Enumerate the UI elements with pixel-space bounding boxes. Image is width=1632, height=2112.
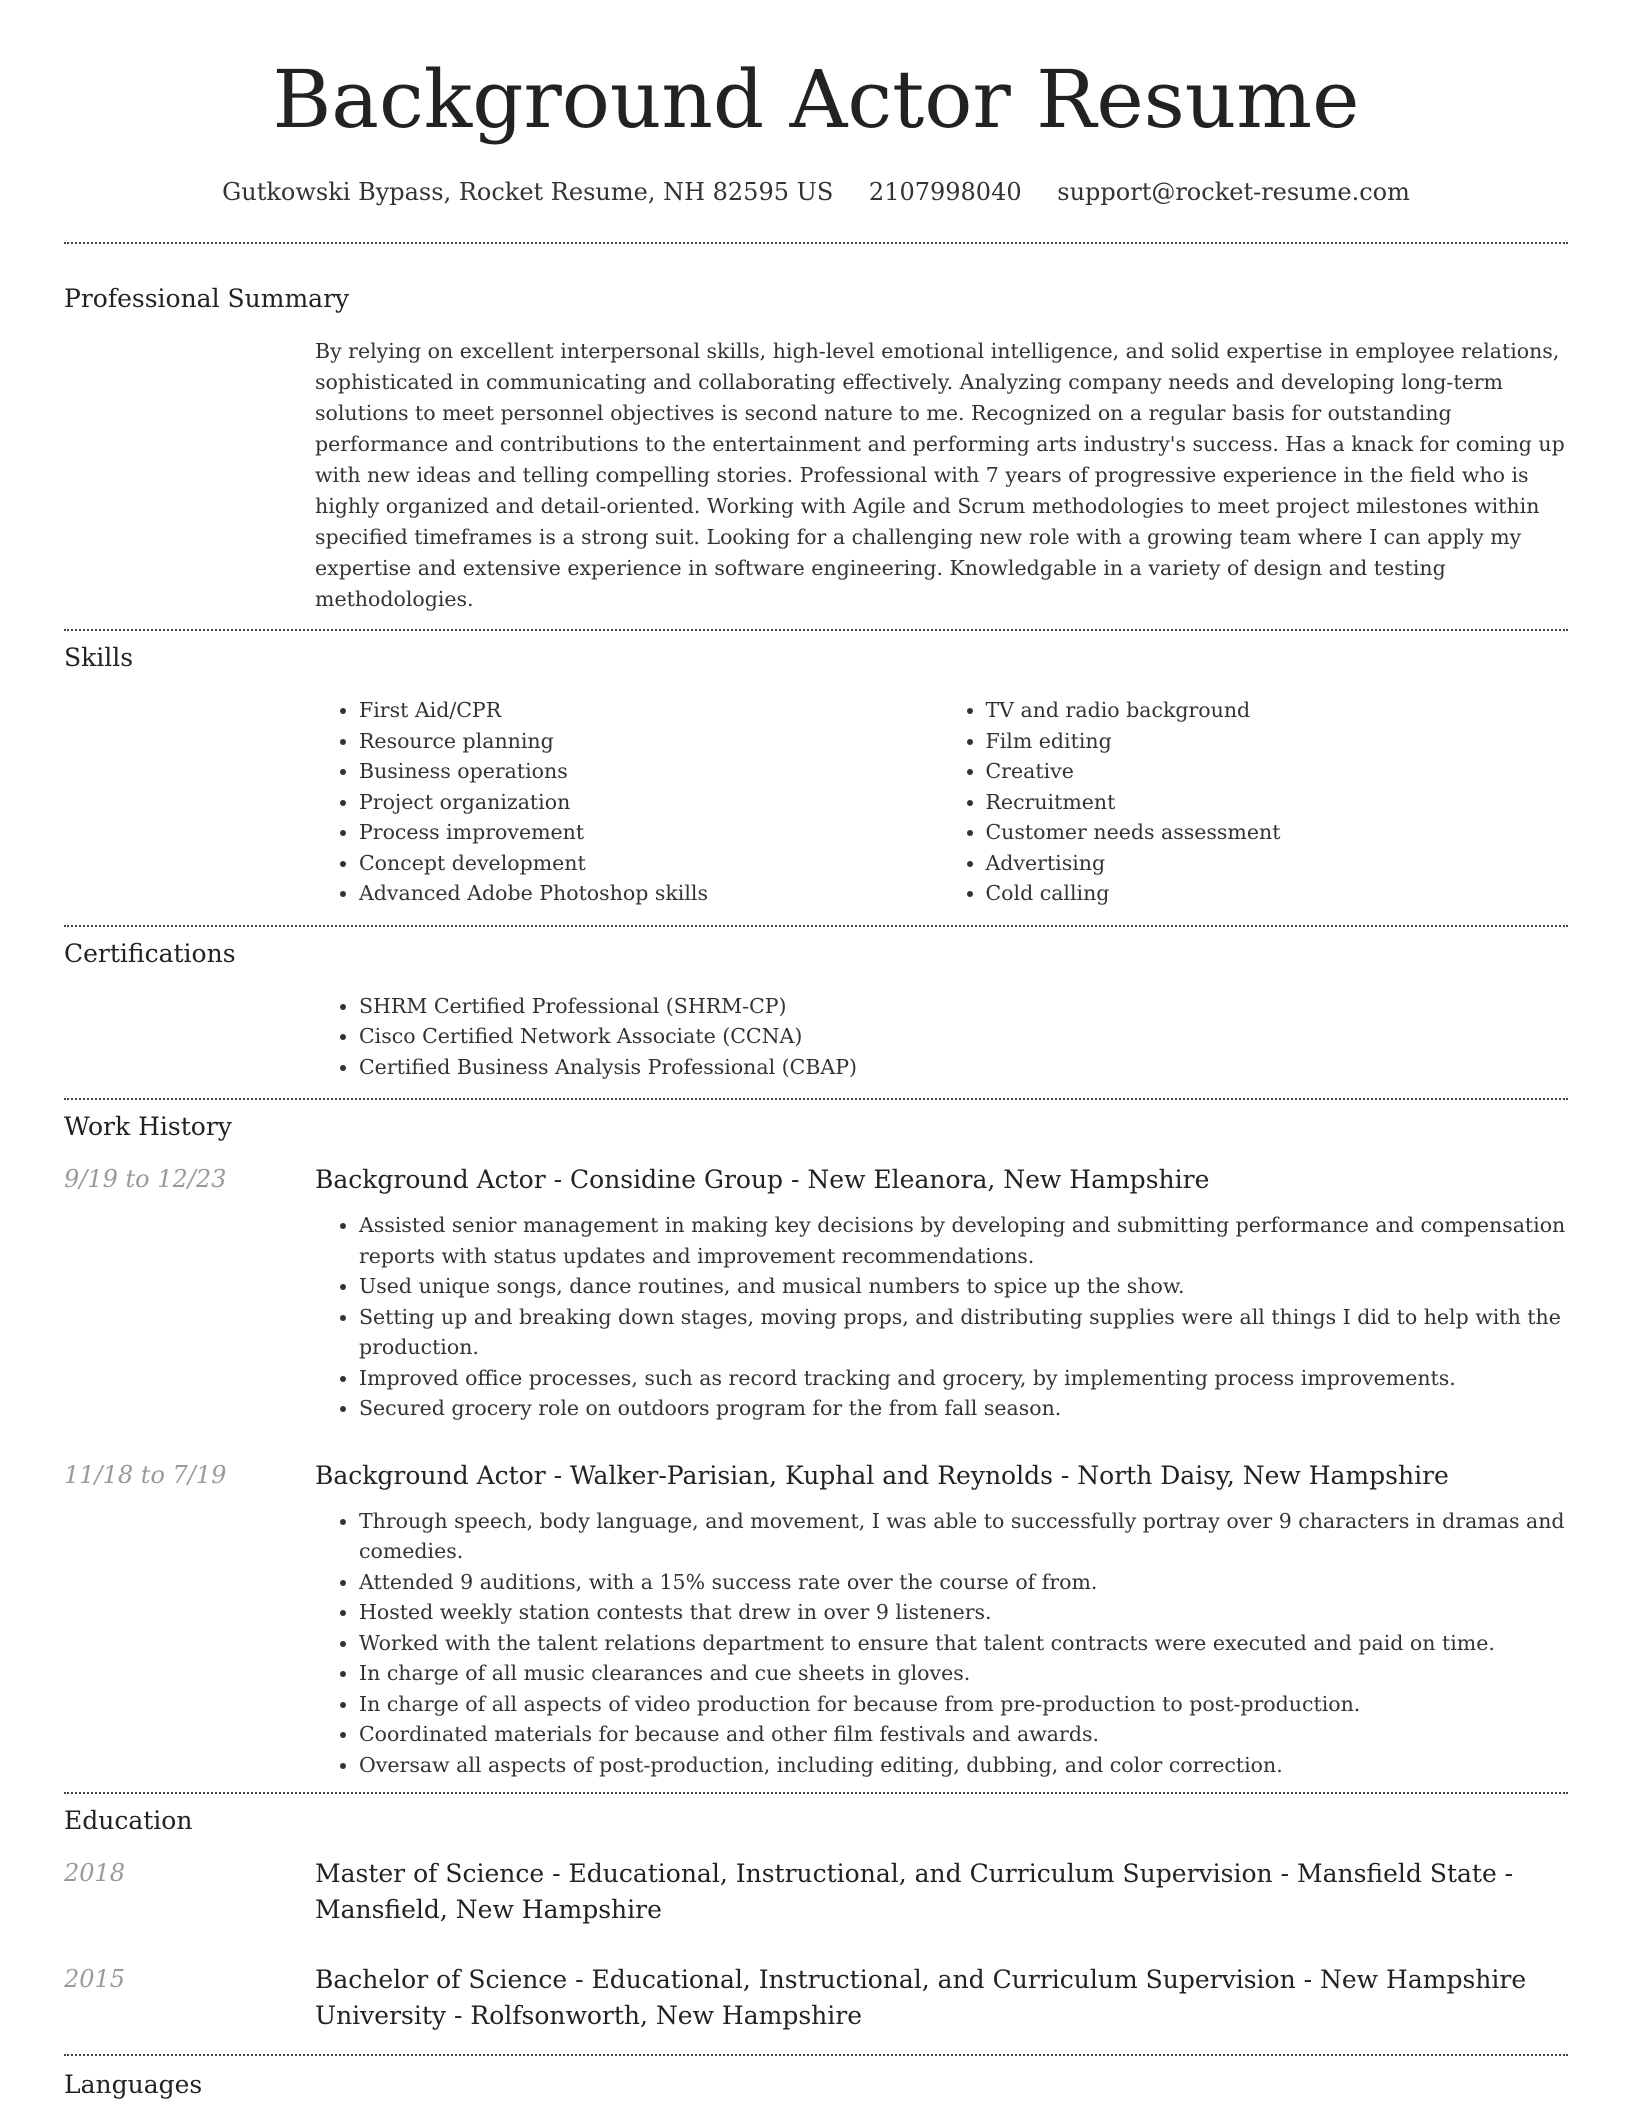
list-item: • Certified Business Analysis Professional (CBAP) bbox=[359, 1052, 1568, 1083]
list-item: • Business operations bbox=[359, 756, 942, 787]
certifications-heading: Certifications bbox=[64, 938, 236, 968]
contact-email: support@rocket-resume.com bbox=[1057, 178, 1410, 206]
list-item: • Used unique songs, dance routines, and musical numbers to spice up the show. bbox=[359, 1271, 1568, 1302]
job-title: Background Actor - Walker-Parisian, Kuphal and Reynolds - North Daisy, New Hampshire bbox=[315, 1460, 1449, 1490]
education-heading: Education bbox=[64, 1806, 193, 1835]
education-entry bbox=[64, 1962, 1568, 2034]
job-entry bbox=[64, 1162, 1568, 1424]
resume-title: Background Actor Resume bbox=[272, 53, 1360, 146]
list-item: • TV and radio background bbox=[986, 695, 1569, 726]
list-item: • Customer needs assessment bbox=[986, 817, 1569, 848]
list-item: • Through speech, body language, and movement, I was able to successfully portray over 9 characters in dramas and comedies. bbox=[359, 1506, 1568, 1567]
work-heading: Work History bbox=[64, 1112, 232, 1141]
job-entry bbox=[64, 1458, 1568, 1781]
job-bullets bbox=[315, 1506, 1568, 1781]
education-entry bbox=[64, 1856, 1568, 1928]
skills-section bbox=[64, 629, 1568, 925]
job-title: Background Actor - Considine Group - New Eleanora, New Hampshire bbox=[315, 1165, 1210, 1194]
list-item: • Setting up and breaking down stages, moving props, and distributing supplies were all things I did to help with the production. bbox=[359, 1302, 1568, 1363]
list-item: • First Aid/CPR bbox=[359, 695, 942, 726]
education-year: 2018 bbox=[64, 1859, 126, 1887]
contact-phone: 2107998040 bbox=[868, 178, 1022, 206]
education-year: 2015 bbox=[64, 1965, 126, 1993]
list-item: • Secured grocery role on outdoors program for the from fall season. bbox=[359, 1393, 1568, 1424]
skills-list-right bbox=[942, 695, 1569, 909]
education-section bbox=[64, 1792, 1568, 2034]
languages-section bbox=[64, 2054, 1568, 2102]
summary-heading: Professional Summary bbox=[64, 284, 350, 313]
contact-address: Gutkowski Bypass, Rocket Resume, NH 82595 US bbox=[222, 178, 834, 206]
list-item: • Oversaw all aspects of post-production, including editing, dubbing, and color correction. bbox=[359, 1750, 1568, 1781]
list-item: • Attended 9 auditions, with a 15% success rate over the course of from. bbox=[359, 1567, 1568, 1598]
list-item: • Process improvement bbox=[359, 817, 942, 848]
list-item: • Coordinated materials for because and other film festivals and awards. bbox=[359, 1719, 1568, 1750]
list-item: • Worked with the talent relations department to ensure that talent contracts were executed and paid on time. bbox=[359, 1628, 1568, 1659]
job-dates: 9/19 to 12/23 bbox=[64, 1165, 227, 1193]
list-item: • In charge of all aspects of video production for because from pre-production to post-production. bbox=[359, 1689, 1568, 1720]
summary-text: By relying on excellent interpersonal skills, high-level emotional intelligence, and solid expertise in employee relations, sophisticated in communicating and collaborating effectively. Analyzing company needs and developing long-term solutions to meet personnel objectives is second nature to me. Recognized on a regular basis for outstanding performance and contributions to the entertainment and performing arts industry's success. Has a knack for coming up with new ideas and telling compelling stories. Professional with 7 years of progressive experience in the field who is highly organized and detail-oriented. Working with Agile and Scrum methodologies to meet project milestones within specified timeframes is a strong suit. Looking for a challenging new role with a growing team where I can apply my expertise and extensive experience in software engineering. Knowledgable in a variety of design and testing methodologies. bbox=[315, 339, 1565, 611]
education-title: Bachelor of Science - Educational, Instructional, and Curriculum Supervision - New Hampshire University - Rolfsonworth, New Hampshire bbox=[315, 1965, 1527, 2030]
list-item: • Recruitment bbox=[986, 787, 1569, 818]
list-item: • Creative bbox=[986, 756, 1569, 787]
list-item: • Project organization bbox=[359, 787, 942, 818]
list-item: • Film editing bbox=[986, 726, 1569, 757]
list-item: • Concept development bbox=[359, 848, 942, 879]
list-item: • Advanced Adobe Photoshop skills bbox=[359, 878, 942, 909]
list-item: • In charge of all music clearances and cue sheets in gloves. bbox=[359, 1658, 1568, 1689]
job-dates: 11/18 to 7/19 bbox=[64, 1460, 227, 1489]
contact-line bbox=[0, 176, 1632, 208]
list-item: • Cold calling bbox=[986, 878, 1569, 909]
list-item: • Assisted senior management in making key decisions by developing and submitting performance and compensation reports with status updates and improvement recommendations. bbox=[359, 1210, 1568, 1271]
summary-section bbox=[64, 242, 1568, 629]
work-section bbox=[64, 1098, 1568, 1780]
list-item: • Improved office processes, such as record tracking and grocery, by implementing process improvements. bbox=[359, 1363, 1568, 1394]
list-item: • Hosted weekly station contests that drew in over 9 listeners. bbox=[359, 1597, 1568, 1628]
skills-list-left bbox=[315, 695, 942, 909]
job-bullets bbox=[315, 1210, 1568, 1424]
languages-heading: Languages bbox=[64, 2070, 203, 2099]
skills-heading: Skills bbox=[64, 643, 134, 672]
list-item: • Cisco Certified Network Associate (CCNA) bbox=[359, 1021, 1568, 1052]
list-item: • Advertising bbox=[986, 848, 1569, 879]
list-item: • Resource planning bbox=[359, 726, 942, 757]
education-title: Master of Science - Educational, Instructional, and Curriculum Supervision - Mansfield State - Mansfield, New Hampshire bbox=[315, 1859, 1514, 1924]
certifications-list bbox=[315, 991, 1568, 1083]
certifications-section bbox=[64, 925, 1568, 1099]
list-item: • SHRM Certified Professional (SHRM-CP) bbox=[359, 991, 1568, 1022]
